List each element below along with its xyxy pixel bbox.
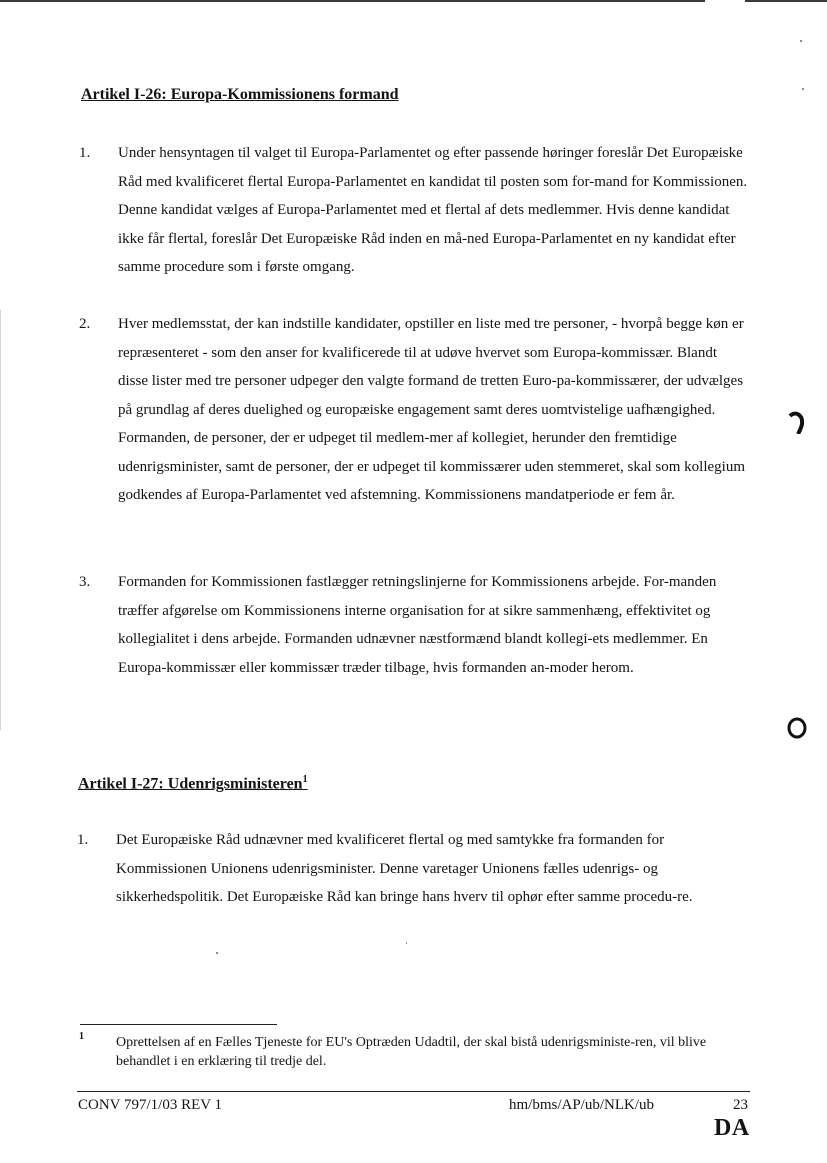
scan-speck: [800, 40, 802, 42]
article-27-para-1-number: 1.: [77, 832, 89, 848]
scan-speck: [802, 88, 804, 90]
article-27-heading: [78, 774, 308, 793]
language-code: DA: [714, 1115, 750, 1141]
article-26-para-3-number: 3.: [79, 574, 91, 590]
footnote-text: Oprettelsen af en Fælles Tjeneste for EU's Optræden Udadtil, der skal bistå udenrigsministe-ren, vil blive behandlet i en erklæring til tredje del.: [116, 1035, 707, 1069]
footer-author-ref: hm/bms/AP/ub/NLK/ub: [509, 1097, 655, 1113]
article-27-heading-text: Artikel I-27: Udenrigsministeren: [78, 775, 303, 793]
punch-hole-bottom-icon: [786, 716, 808, 740]
punch-hole-top-icon: [786, 410, 806, 434]
scan-speck: [216, 952, 218, 954]
footer-rule: [77, 1091, 750, 1092]
article-26-para-1: Under hensyntagen til valget til Europa-Parlamentet og efter passende høringer foreslår Det Europæiske Råd med kvalificeret flertal Europa-Parlamentet en kandidat til posten som for-mand for Kommissionen. Denne kandidat vælges af Europa-Parlamentet med et flertal af dets medlemmer. Hvis denne kandidat ikke får flertal, foreslår Det Europæiske Råd inden en må-ned Europa-Parlamentet en ny kandidat efter samme procedure som i første omgang.: [118, 145, 748, 275]
article-27-para-1: Det Europæiske Råd udnævner med kvalificeret flertal og med samtykke fra formanden for Kommissionen Unionens udenrigsminister. Denne varetager Unionens fælles udenrigs- og sikkerhedspolitik. Det Europæiske Råd kan bringe hans hverv til ophør efter samme procedu-re.: [116, 832, 693, 905]
footnote-marker: 1: [302, 774, 308, 785]
footnote-number: 1: [79, 1031, 84, 1042]
top-edge-rule-right: [745, 0, 827, 2]
article-26-para-2-number: 2.: [79, 316, 91, 332]
footnote-separator: [80, 1024, 277, 1025]
article-26-para-1-number: 1.: [79, 145, 91, 161]
top-edge-rule: [0, 0, 705, 2]
scan-speck: [406, 942, 407, 944]
article-26-para-3: Formanden for Kommissionen fastlægger retningslinjerne for Kommissionens arbejde. For-manden træffer afgørelse om Kommissionens interne organisation for at sikre sammenhæng, effektivitet og kollegialitet i dens arbejde. Formanden udnævner næstformænd blandt kollegi-ets medlemmer. En Europa-kommissær eller kommissær træder tilbage, hvis formanden an-moder herom.: [118, 574, 717, 676]
footer-doc-ref: CONV 797/1/03 REV 1: [78, 1097, 223, 1113]
article-26-para-2: Hver medlemsstat, der kan indstille kandidater, opstiller en liste med tre personer, - hvorpå begge køn er repræsenteret - som den anser for kvalificerede til at udøve hvervet som Europa-kommissær. Blandt disse lister med tre personer udpeger den valgte formand de tretten Euro-pa-kommissærer, der udvælges på grundlag af deres duelighed og europæiske engagement samt deres uomtvistelige uafhængighed. Formanden, de personer, der er udpeget til medlem-mer af kollegiet, herunder den fremtidige udenrigsminister, samt de personer, der er udpeget til kommissærer uden stemmeret, skal som kollegium godkendes af Europa-Parlamentet ved afstemning. Kommissionens mandatperiode er fem år.: [118, 316, 745, 503]
page-number: 23: [733, 1097, 748, 1113]
article-26-heading: Artikel I-26: Europa-Kommissionens formand: [81, 86, 399, 103]
scan-left-edge: [0, 310, 1, 730]
